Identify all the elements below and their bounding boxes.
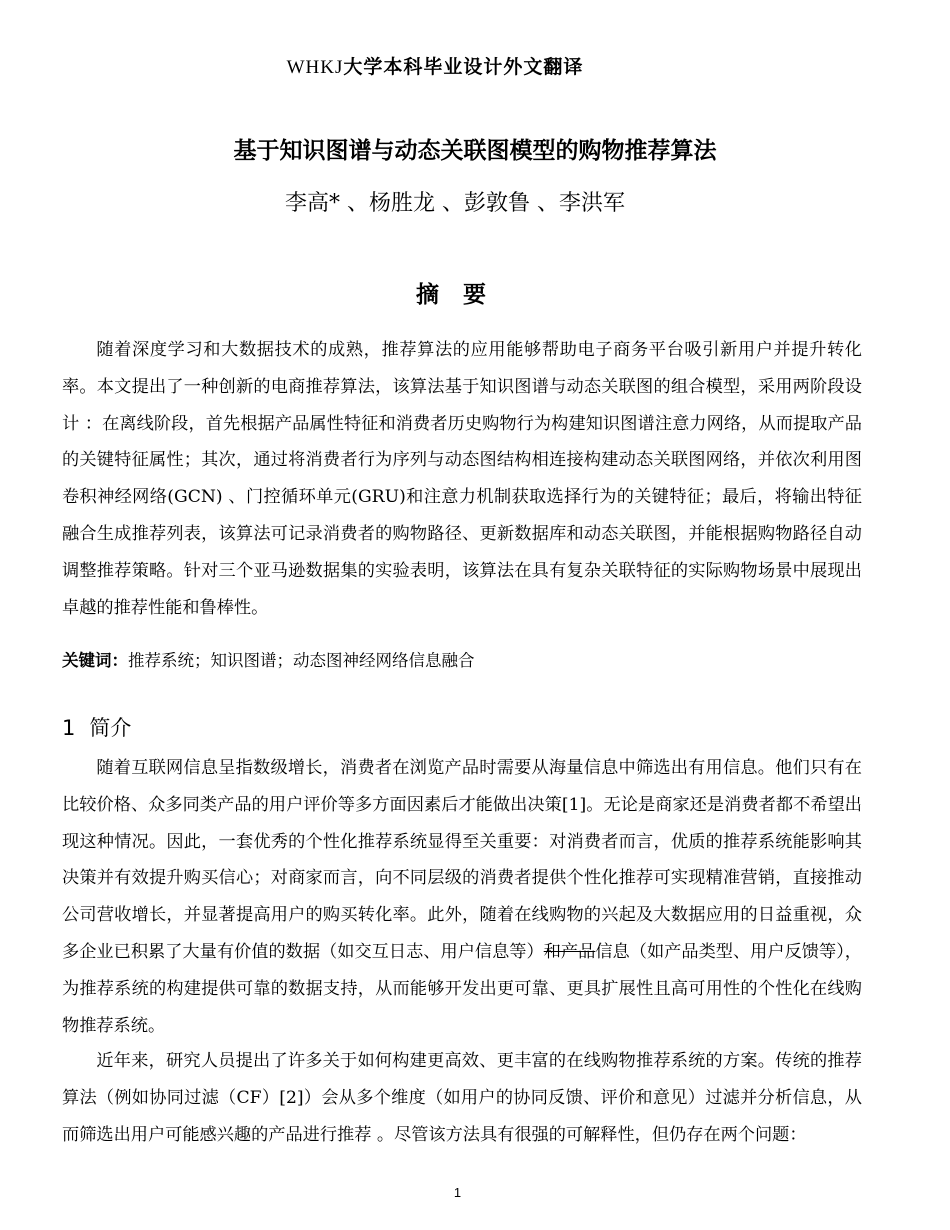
section-number: 1 [62,716,76,740]
intro-paragraph-2: 近年来，研究人员提出了许多关于如何构建更高效、更丰富的在线购物推荐系统的方案。传统的推荐算法（例如协同过滤（CF）[2]）会从多个维度（如用户的协同反馈、评价和意见）过滤并分析信息，从而筛选出用户可能感兴趣的产品进行推荐 。尽管该方法具有很强的可解释性，但仍存在两个问题： [62,1051,862,1145]
intro-paragraph-1 [62,750,862,1044]
page-number: 1 [453,1185,462,1200]
abstract-text: 随着深度学习和大数据技术的成熟，推荐算法的应用能够帮助电子商务平台吸引新用户并提升转化率。本文提出了一种创新的电商推荐算法，该算法基于知识图谱与动态关联图的组合模型，采用两阶段设计 ：在离线阶段，首先根据产品属性特征和消费者历史购物行为构建知识图谱注意力网络，从而提取产品的关键特征属性；其次，通过将消费者行为序列与动态图结构相连接构建动态关联图网络，并依次利用图卷积神经网络(GCN) 、门控循环单元(GRU)和注意力机制获取选择行为的关键特征；最后，将输出特征融合生成推荐列表，该算法可记录消费者的购物路径、更新数据库和动态关联图，并能根据购物路径自动调整推荐策略。针对三个亚马逊数据集的实验表明，该算法在具有复杂关联特征的实际购物场景中展现出卓越的推荐性能和鲁棒性。 [62,340,862,618]
section-title: 简介 [89,716,132,740]
intro-paragraph-1-part-b: 信息（如产品类型、用户反馈等），为推荐系统的构建提供可靠的数据支持，从而能够开发出更可靠、更具扩展性且高可用性的个性化在线购物推荐系统。 [62,941,862,1036]
keywords-text: 推荐系统；知识图谱；动态图神经网络信息融合 [128,651,475,670]
paper-authors: 李高* 、杨胜龙 、彭敦鲁 、李洪军 [285,191,625,216]
struck-text: 和产品 [543,941,596,962]
running-head [0,52,870,79]
keywords-label: 关键词： [62,651,128,670]
abstract-heading: 摘 要 [415,282,494,308]
running-head-text: 大学本科毕业设计外文翻译 [343,56,584,78]
keywords-line [62,648,862,674]
running-head-prefix: WHKJ [286,57,344,78]
intro-paragraph-1-part-a: 随着互联网信息呈指数级增长，消费者在浏览产品时需要从海量信息中筛选出有用信息。他们只有在比较价格、众多同类产品的用户评价等多方面因素后才能做出决策[1]。无论是商家还是消费者都不希望出现这种情况。因此，一套优秀的个性化推荐系统显得至关重要：对消费者而言，优质的推荐系统能影响其决策并有效提升购买信心；对商家而言，向不同层级的消费者提供个性化推荐可实现精准营销，直接推动公司营收增长，并显著提高用户的购买转化率。此外，随着在线购物的兴起及大数据应用的日益重视，众多企业已积累了大量有价值的数据（如交互日志、用户信息等） [62,758,862,962]
section-heading [62,712,131,742]
paper-title: 基于知识图谱与动态关联图模型的购物推荐算法 [233,138,717,164]
